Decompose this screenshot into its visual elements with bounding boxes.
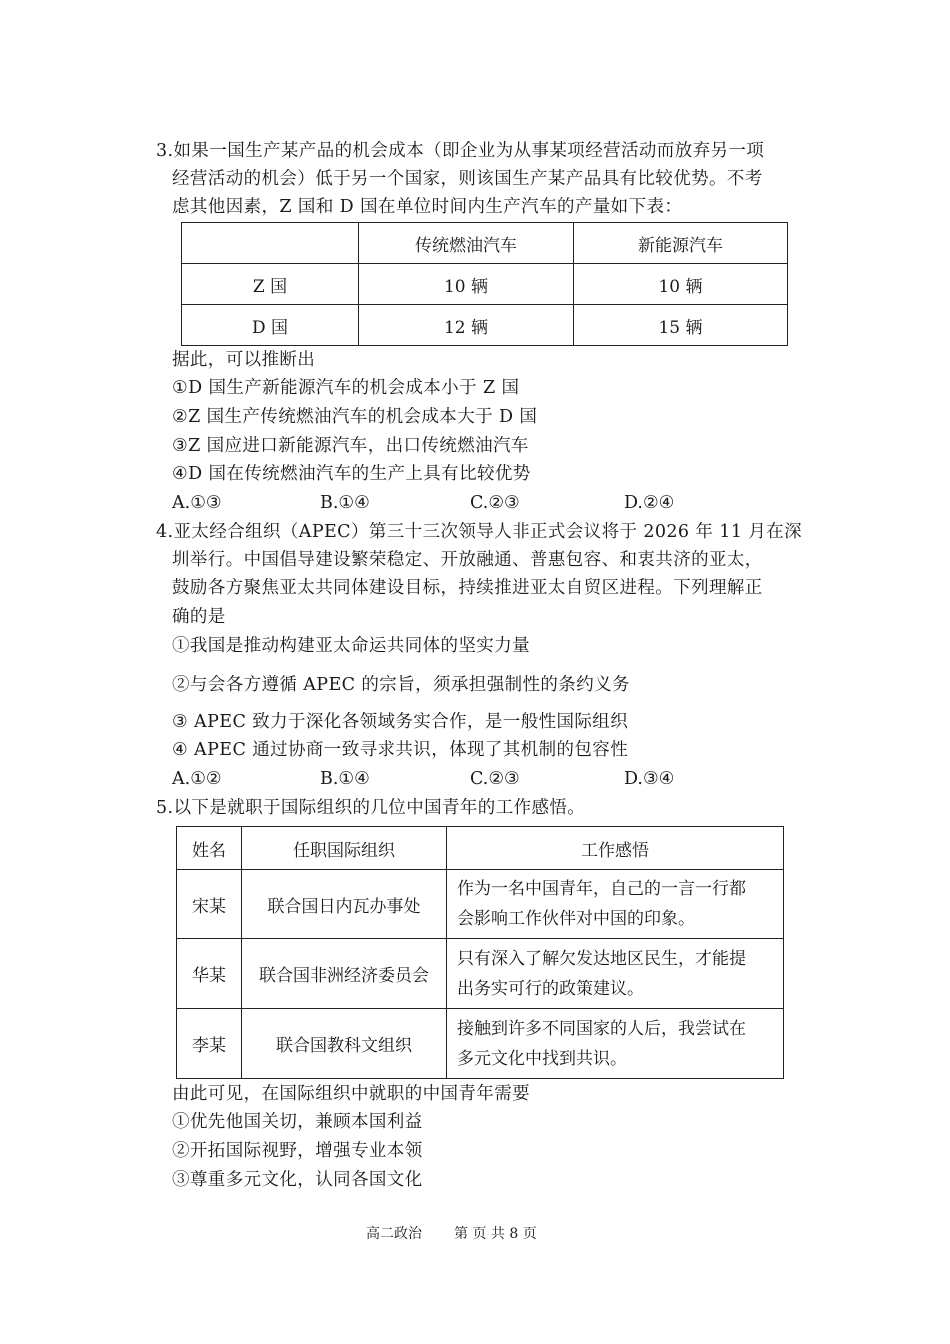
footer-subject: 高二政治 <box>366 1226 422 1242</box>
table-cell <box>447 1009 784 1079</box>
table-cell: 10 辆 <box>359 264 574 305</box>
table-header-row <box>182 223 788 264</box>
q5-statement-1: ①优先他国关切，兼顾本国利益 <box>172 1112 423 1132</box>
q5-stem-line-1: 5.以下是就职于国际组织的几位中国青年的工作感悟。 <box>156 798 586 818</box>
table-header-cell: 姓名 <box>177 827 242 870</box>
q4-option-a[interactable]: A.①② <box>172 769 222 789</box>
q3-statement-2: ②Z 国生产传统燃油汽车的机会成本大于 D 国 <box>172 407 538 427</box>
q3-option-d[interactable]: D.②④ <box>624 493 675 513</box>
q3-stem-line-1: 3.如果一国生产某产品的机会成本（即企业为从事某项经营活动而放弃另一项 <box>156 141 765 161</box>
q4-statement-2: ②与会各方遵循 APEC 的宗旨，须承担强制性的条约义务 <box>172 675 630 695</box>
table-cell: 联合国日内瓦办事处 <box>242 870 447 939</box>
table-cell: 15 辆 <box>574 305 788 346</box>
table-header-cell: 工作感悟 <box>447 827 784 870</box>
table-cell <box>447 939 784 1009</box>
table-row <box>182 264 788 305</box>
q4-stem-line-3: 鼓励各方聚焦亚太共同体建设目标，持续推进亚太自贸区进程。下列理解正 <box>172 578 763 598</box>
feel-line: 接触到许多不同国家的人后，我尝试在 <box>457 1018 746 1039</box>
q4-option-b[interactable]: B.①④ <box>320 769 370 789</box>
q3-statement-4: ④D 国在传统燃油汽车的生产上具有比较优势 <box>172 464 531 484</box>
feel-line: 只有深入了解欠发达地区民生，才能提 <box>457 948 746 969</box>
q4-statement-4: ④ APEC 通过协商一致寻求共识，体现了其机制的包容性 <box>172 740 629 760</box>
feel-line: 作为一名中国青年，自己的一言一行都 <box>457 879 746 899</box>
q3-production-table <box>181 222 788 346</box>
table-cell: 华某 <box>177 939 242 1009</box>
table-cell: 李某 <box>177 1009 242 1079</box>
q4-stem-line-4: 确的是 <box>172 607 226 627</box>
q4-stem-line-1: 4.亚太经合组织（APEC）第三十三次领导人非正式会议将于 2026 年 11 月在深 <box>156 522 803 542</box>
q4-stem-line-2: 圳举行。中国倡导建设繁荣稳定、开放融通、普惠包容、和衷共济的亚太， <box>172 550 763 570</box>
q3-option-c[interactable]: C.②③ <box>470 493 520 513</box>
q5-youth-table <box>176 826 784 1079</box>
table-cell: D 国 <box>182 305 359 346</box>
table-cell: 联合国非洲经济委员会 <box>242 939 447 1009</box>
feel-line: 出务实可行的政策建议。 <box>457 978 644 999</box>
footer-page-number: 第 页 共 8 页 <box>454 1226 537 1242</box>
table-cell: 联合国教科文组织 <box>242 1009 447 1079</box>
q4-statement-1: ①我国是推动构建亚太命运共同体的坚实力量 <box>172 636 530 656</box>
q4-statement-3: ③ APEC 致力于深化各领域务实合作，是一般性国际组织 <box>172 712 629 732</box>
table-header-cell: 新能源汽车 <box>574 223 788 264</box>
q3-stem-line-2: 经营活动的机会）低于另一个国家，则该国生产某产品具有比较优势。不考 <box>172 169 763 189</box>
feel-line: 多元文化中找到共识。 <box>457 1048 627 1069</box>
table-cell: 12 辆 <box>359 305 574 346</box>
q3-statement-1: ①D 国生产新能源汽车的机会成本小于 Z 国 <box>172 378 520 398</box>
q5-statement-3: ③尊重多元文化，认同各国文化 <box>172 1170 423 1190</box>
table-header-cell <box>182 223 359 264</box>
table-header-cell: 任职国际组织 <box>242 827 447 870</box>
q5-lead: 由此可见，在国际组织中就职的中国青年需要 <box>172 1084 530 1104</box>
table-cell: Z 国 <box>182 264 359 305</box>
q3-lead: 据此，可以推断出 <box>172 350 316 370</box>
table-header-row <box>177 827 784 870</box>
q3-stem-line-3: 虑其他因素，Z 国和 D 国在单位时间内生产汽车的产量如下表： <box>172 197 683 217</box>
q3-option-a[interactable]: A.①③ <box>172 493 222 513</box>
q5-statement-2: ②开拓国际视野，增强专业本领 <box>172 1141 423 1161</box>
q3-option-b[interactable]: B.①④ <box>320 493 370 513</box>
table-cell <box>447 870 784 939</box>
feel-line: 会影响工作伙伴对中国的印象。 <box>457 909 695 929</box>
q4-option-c[interactable]: C.②③ <box>470 769 520 789</box>
table-header-cell: 传统燃油汽车 <box>359 223 574 264</box>
q4-option-d[interactable]: D.③④ <box>624 769 675 789</box>
q3-statement-3: ③Z 国应进口新能源汽车，出口传统燃油汽车 <box>172 436 529 456</box>
table-cell: 宋某 <box>177 870 242 939</box>
table-row <box>177 939 784 1009</box>
table-row <box>177 1009 784 1079</box>
table-row <box>177 870 784 939</box>
table-cell: 10 辆 <box>574 264 788 305</box>
table-row <box>182 305 788 346</box>
